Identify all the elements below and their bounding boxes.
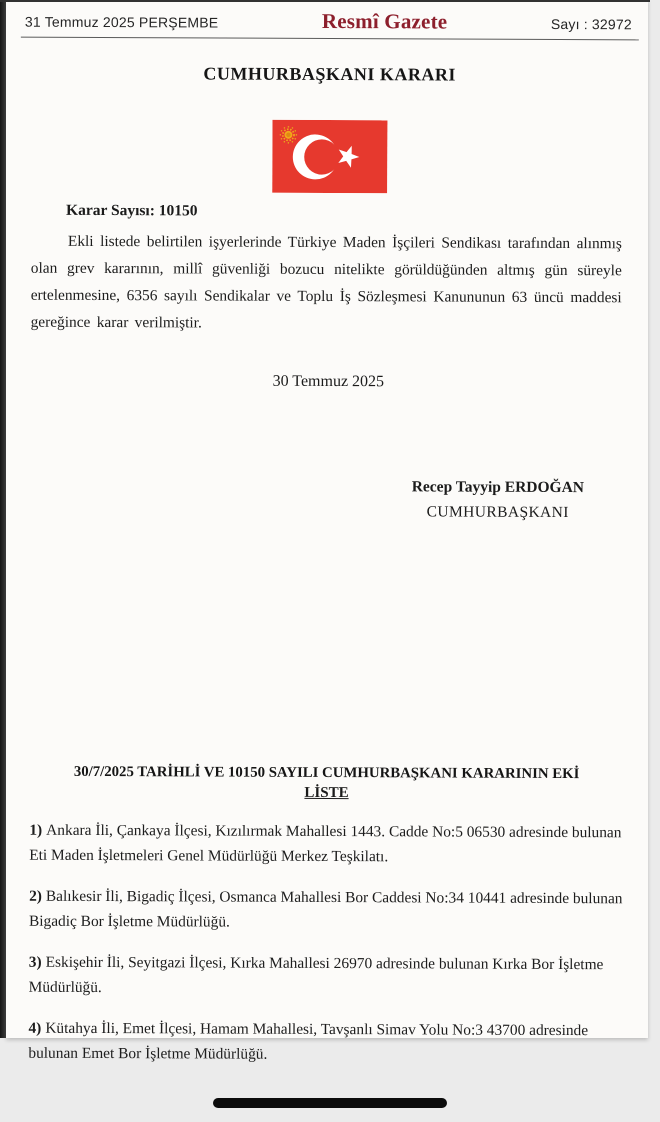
turkish-presidential-flag-icon [272, 120, 387, 194]
gazette-issue-number: Sayı : 32972 [550, 15, 632, 33]
signatory-name: Recep Tayyip ERDOĞAN [411, 478, 585, 497]
gazette-date: 31 Temmuz 2025 PERŞEMBE [24, 13, 219, 31]
annex-item-text: Ankara İli, Çankaya İlçesi, Kızılırmak Mahallesi 1443. Cadde No:5 06530 adresinde bulunan Eti Maden İşletmeleri Genel Müdürlüğü Merkez Teşkilatı. [29, 821, 622, 866]
annex-item-text: Balıkesir İli, Bigadiç İlçesi, Osmanca Mahallesi Bor Caddesi No:34 10441 adresinde bulunan Bigadiç Bor İşletme Müdürlüğü. [28, 887, 623, 931]
decree-date: 30 Temmuz 2025 [272, 372, 385, 391]
annex-item-text: Eskişehir İli, Seyitgazi İlçesi, Kırka Mahallesi 26970 adresinde bulunan Kırka Bor İşletme Müdürlüğü. [28, 953, 604, 997]
decree-title: CUMHURBAŞKANI KARARI [203, 63, 456, 85]
annex-section [28, 764, 623, 1085]
gazette-title: Resmî Gazete [321, 8, 448, 34]
masthead [25, 8, 632, 36]
annex-item-number: 4) [28, 1019, 42, 1037]
home-indicator[interactable] [213, 1098, 447, 1108]
annex-item-number: 1) [29, 821, 43, 839]
annex-item-1 [29, 818, 623, 871]
decree-number: Karar Sayısı: 10150 [66, 201, 198, 220]
signature-block [383, 478, 613, 522]
annex-item-list [28, 818, 623, 1069]
annex-item-3 [29, 950, 623, 1003]
signatory-title: CUMHURBAŞKANI [426, 503, 569, 522]
annex-item-number: 2) [29, 887, 42, 905]
annex-item-4 [28, 1016, 622, 1069]
annex-item-number: 3) [28, 953, 42, 971]
masthead-divider [21, 37, 639, 41]
annex-item-text: Kütahya İli, Emet İlçesi, Hamam Mahallesi, Tavşanlı Simav Yolu No:3 43700 adresinde bulunan Emet Bor İşletme Müdürlüğü. [28, 1019, 589, 1063]
decree-body-text: Ekli listede belirtilen işyerlerinde Türkiye Maden İşçileri Sendikası tarafından alınmış olan grev kararının, millî güvenliği bozucu nitelikte görüldüğünden altmış gün süreyle ertelenmesine, 6356 sayılı Sendikalar ve Toplu İş Sözleşmesi Kanununun 63 üncü maddesi gereğince karar verilmiştir. [30, 232, 622, 332]
annex-heading: 30/7/2025 TARİHLİ VE 10150 SAYILI CUMHURBAŞKANI KARARININ EKİ [73, 763, 580, 783]
annex-item-2 [29, 884, 623, 937]
annex-subheading: LİSTE [304, 784, 349, 802]
